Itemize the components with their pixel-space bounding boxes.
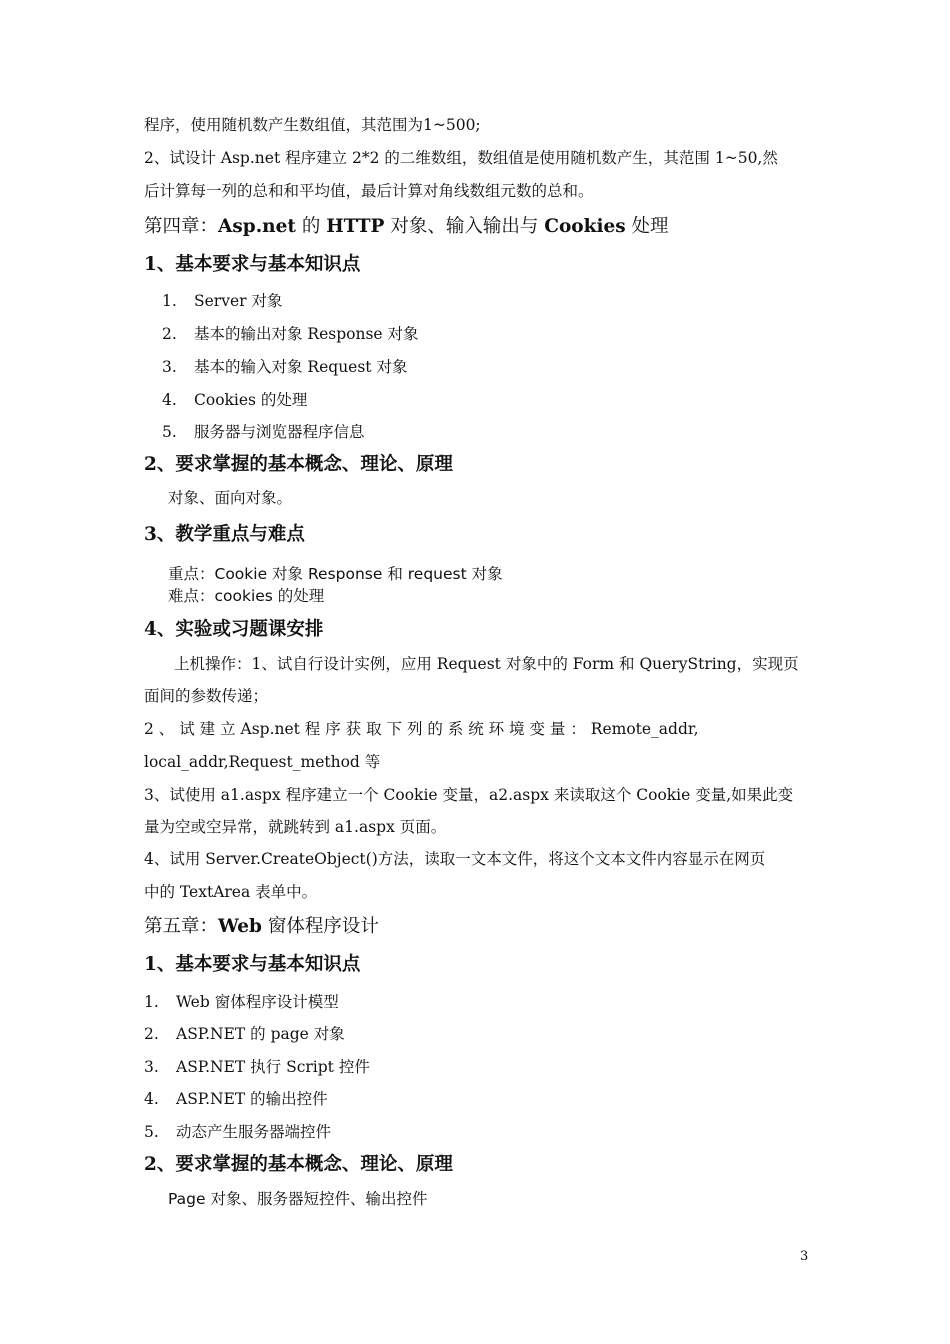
text-line: 程序，使用随机数产生数组值，其范围为1~500; bbox=[144, 116, 481, 134]
section-heading: 1、基本要求与基本知识点 bbox=[144, 254, 361, 275]
section-heading: 3、教学重点与难点 bbox=[144, 524, 305, 545]
text-line: 量为空或空异常，就跳转到 a1.aspx 页面。 bbox=[144, 818, 447, 836]
list-item: 4. Cookies 的处理 bbox=[162, 391, 308, 409]
list-item: 2. 基本的输出对象 Response 对象 bbox=[162, 325, 419, 343]
text-line: 2 、 试 建 立 Asp.net 程 序 获 取 下 列 的 系 统 环 境 变 量 ： Remote_addr, bbox=[144, 720, 699, 738]
section-heading: 2、要求掌握的基本概念、理论、原理 bbox=[144, 454, 453, 475]
text-line: 2、试设计 Asp.net 程序建立 2*2 的二维数组，数组值是使用随机数产生，其范围 1~50,然 bbox=[144, 149, 778, 167]
list-item: 2. ASP.NET 的 page 对象 bbox=[144, 1025, 345, 1043]
section-heading: 4、实验或习题课安排 bbox=[144, 619, 324, 640]
text-line: 对象、面向对象。 bbox=[168, 489, 293, 507]
list-item: 5. 服务器与浏览器程序信息 bbox=[162, 423, 365, 441]
list-item: 4. ASP.NET 的输出控件 bbox=[144, 1090, 328, 1108]
chapter-5-title: 第五章：Web 窗体程序设计 bbox=[144, 916, 379, 937]
difficult-points: 难点：cookies 的处理 bbox=[168, 587, 325, 605]
list-item: 5. 动态产生服务器端控件 bbox=[144, 1123, 332, 1141]
key-points: 重点：Cookie 对象 Response 和 request 对象 bbox=[168, 565, 503, 583]
text-line: 后计算每一列的总和和平均值，最后计算对角线数组元数的总和。 bbox=[144, 182, 594, 200]
text-line: Page 对象、服务器短控件、输出控件 bbox=[168, 1190, 428, 1208]
text-line: 4、试用 Server.CreateObject()方法，读取一文本文件，将这个文本文件内容显示在网页 bbox=[144, 850, 766, 868]
chapter-4-title: 第四章：Asp.net 的 HTTP 对象、输入输出与 Cookies 处理 bbox=[144, 216, 669, 237]
list-item: 1. Server 对象 bbox=[162, 292, 283, 310]
section-heading: 1、基本要求与基本知识点 bbox=[144, 954, 361, 975]
list-item: 1. Web 窗体程序设计模型 bbox=[144, 993, 339, 1011]
text-line: local_addr,Request_method 等 bbox=[144, 753, 381, 771]
list-item: 3. 基本的输入对象 Request 对象 bbox=[162, 358, 408, 376]
text-line: 3、试使用 a1.aspx 程序建立一个 Cookie 变量，a2.aspx 来读取这个 Cookie 变量,如果此变 bbox=[144, 786, 794, 804]
text-line: 上机操作：1、试自行设计实例，应用 Request 对象中的 Form 和 QueryString，实现页 bbox=[174, 655, 799, 673]
text-line: 中的 TextArea 表单中。 bbox=[144, 883, 318, 901]
page-number: 3 bbox=[800, 1249, 809, 1264]
text-line: 面间的参数传递； bbox=[144, 687, 269, 705]
section-heading: 2、要求掌握的基本概念、理论、原理 bbox=[144, 1154, 453, 1175]
list-item: 3. ASP.NET 执行 Script 控件 bbox=[144, 1058, 370, 1076]
